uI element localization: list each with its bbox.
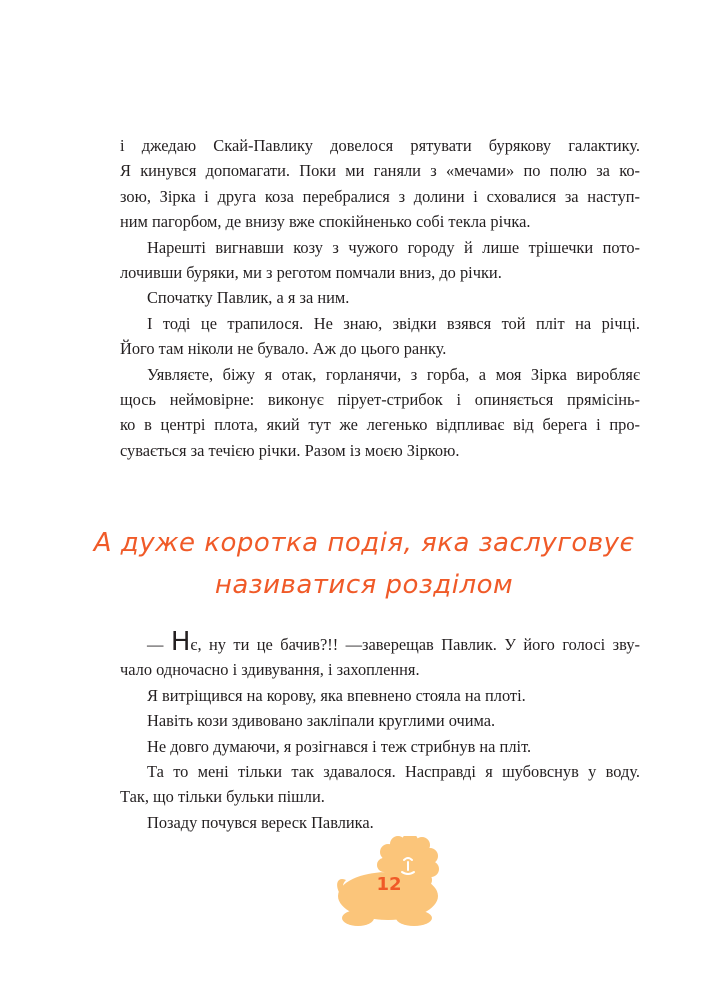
text-section-1: [120, 133, 640, 463]
paragraph: Спочатку Павлик, а я за ним.: [147, 288, 350, 308]
text-line: лочивши буряки, ми з реготом помчали вниз, до річки.: [120, 263, 502, 283]
text-line: Уявляєте, біжу я отак, горланячи, з горба, а моя Зірка виробляє: [147, 364, 640, 384]
paragraph: [120, 362, 640, 464]
text-line: Та то мені тільки так здавалося. Насправді я шубовснув у воду.: [147, 762, 640, 782]
text-line: сувається за течією річки. Разом із моєю Зіркою.: [120, 440, 460, 460]
text-line: ко в центрі плота, який тут же легенько відпливає від берега і про-: [120, 415, 640, 435]
page-number: 12: [376, 874, 402, 895]
text-line: [120, 627, 640, 657]
paragraph: Позаду почувся вереск Павлика.: [147, 812, 374, 832]
paragraph: Я витріщився на корову, яка впевнено стояла на плоті.: [147, 685, 526, 705]
paragraph: [120, 627, 640, 683]
page-number-ornament: [336, 836, 464, 944]
text-line: Я кинувся допомагати. Поки ми ганяли з «мечами» по полю за ко-: [120, 161, 640, 181]
text-fragment: є, ну ти це бачив?!! —заверещав Павлик. У його голосі зву-: [190, 635, 640, 654]
paragraph: [120, 235, 640, 286]
text-line: Його там ніколи не бувало. Аж до цього ранку.: [120, 339, 447, 359]
drop-cap: Н: [170, 627, 191, 657]
text-line: зою, Зірка і друга коза перебралися з долини і сховалися за наступ-: [120, 186, 640, 206]
text-line: ним пагорбом, де внизу вже спокійненько собі текла річка.: [120, 212, 531, 232]
chapter-heading-line: називатися розділом: [214, 570, 514, 600]
paragraph: Навіть кози здивовано закліпали круглими очима.: [147, 711, 496, 731]
text-section-2: [120, 627, 640, 835]
dialogue-dash: —: [147, 635, 171, 654]
paragraph: [120, 133, 640, 235]
text-line: і джедаю Скай-Павлику довелося рятувати бурякову галактику.: [120, 136, 640, 155]
paragraph: Не довго думаючи, я розігнався і теж стрибнув на пліт.: [147, 736, 532, 756]
text-line: щось неймовірне: виконує пірует-стрибок і опиняється прямісінь-: [120, 390, 640, 410]
text-line: чало одночасно і здивування, і захоплення.: [120, 660, 420, 680]
chapter-heading: [0, 522, 728, 606]
paragraph: [120, 311, 640, 362]
text-line: Нарешті вигнавши козу з чужого городу й лише трішечки пото-: [147, 237, 640, 257]
text-line: Так, що тільки бульки пішли.: [120, 787, 325, 807]
chapter-heading-line: А дуже коротка подія, яка заслуговує: [93, 528, 635, 558]
text-line: І тоді це трапилося. Не знаю, звідки взявся той пліт на річці.: [147, 313, 640, 333]
paragraph: [120, 759, 640, 810]
